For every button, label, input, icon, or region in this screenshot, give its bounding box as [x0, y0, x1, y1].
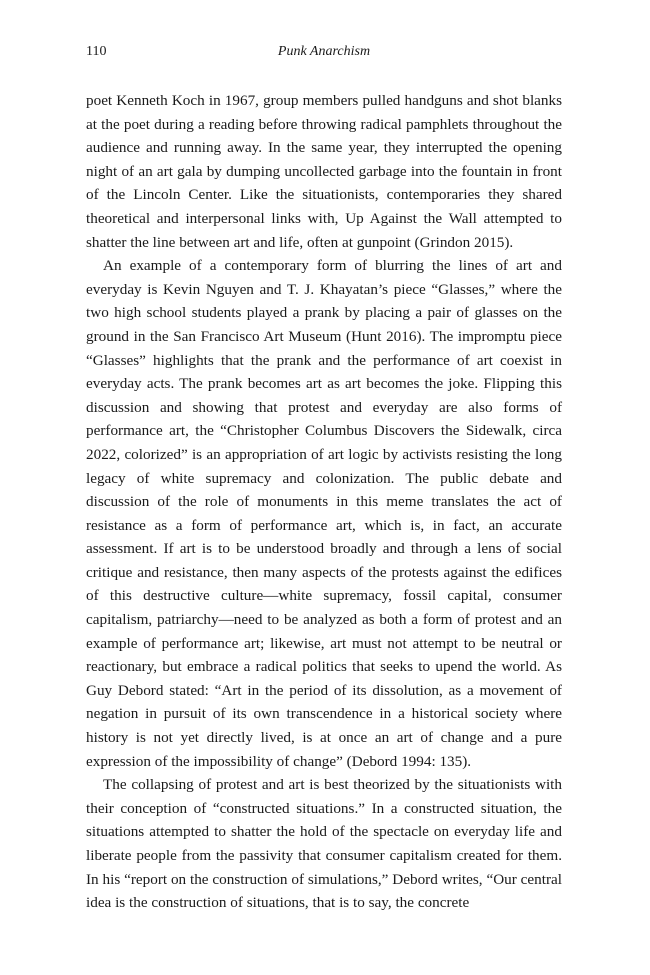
page-number: 110 [86, 44, 107, 59]
body-text [86, 89, 562, 915]
running-head [86, 44, 562, 64]
paragraph-glasses-example: An example of a contemporary form of blurring the lines of art and everyday is Kevin Nguyen and T. J. Khayatan’s piece “Glasses,” where the two high school students played a prank by placing a pair of glasses on the ground in the San Francisco Art Museum (Hunt 2016). The impromptu piece “Glasses” highlights that the prank and the performance of art coexist in everyday acts. The prank becomes art as art becomes the joke. Flipping this discussion and showing that protest and everyday are also forms of performance art, the “Christopher Columbus Discovers the Sidewalk, circa 2022, colorized” is an appropriation of art logic by activists resisting the long legacy of white supremacy and colonization. The public debate and discussion of the role of monuments in this meme translates the act of resistance as a form of performance art, which is, in fact, an accurate assessment. If art is to be understood broadly and through a lens of social critique and resistance, then many aspects of the protests against the edifices of this destructive culture—white supremacy, fossil capital, consumer capitalism, patriarchy—need to be analyzed as both a form of protest and an example of performance art; likewise, art must not attempt to be neutral or reactionary, but embrace a radical politics that seeks to upend the world. As Guy Debord stated: “Art in the period of its dissolution, as a movement of negation in pursuit of its own transcendence in a historical society where history is not yet directly lived, is at once an art of change and a pure expression of the impossibility of change” (Debord 1994: 135). [86, 257, 562, 770]
book-title: Punk Anarchism [277, 44, 371, 59]
paragraph-constructed-situations: The collapsing of protest and art is best theorized by the situationists with their conception of “constructed situations.” In a constructed situation, the situations attempted to shatter the hold of the spectacle on everyday life and liberate people from the passivity that consumer capitalism created for them. In his “report on the construction of simulations,” Debord writes, “Our central idea is the construction of situations, that is to say, the concrete [86, 776, 562, 912]
paragraph-continuation: poet Kenneth Koch in 1967, group members pulled handguns and shot blanks at the poet during a reading before throwing radical pamphlets throughout the audience and running away. In the same year, they interrupted the opening night of an art gala by dumping uncollected garbage into the fountain in front of the Lincoln Center. Like the situationists, contemporaries they shared theoretical and interpersonal links with, Up Against the Wall attempted to shatter the line between art and life, often at gunpoint (Grindon 2015). [86, 92, 562, 251]
